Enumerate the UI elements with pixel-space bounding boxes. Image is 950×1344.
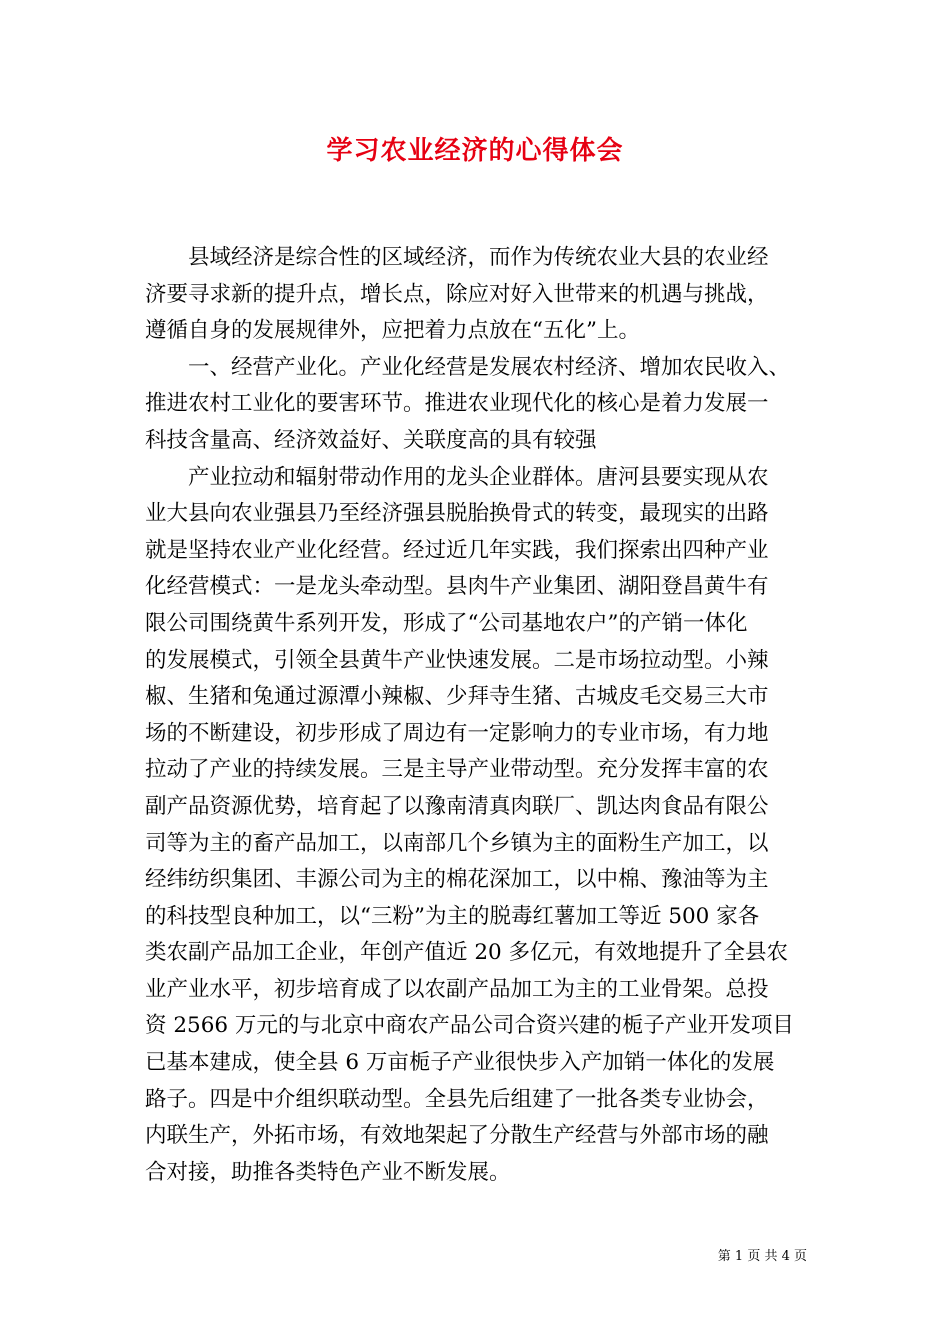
paragraph-line: 资 2566 万元的与北京中商农产品公司合资兴建的栀子产业开发项目 (145, 1013, 794, 1039)
paragraph-line: 推进农村工业化的要害环节。推进农业现代化的核心是着力发展一 (145, 391, 769, 417)
paragraph-line: 合对接，助推各类特色产业不断发展。 (145, 1159, 511, 1185)
paragraph-line: 化经营模式：一是龙头牵动型。县肉牛产业集团、湖阳登昌黄牛有 (145, 574, 769, 600)
document-title: 学习农业经济的心得体会 (326, 136, 624, 166)
document-body (145, 240, 810, 1191)
paragraph-line: 的科技型良种加工，以“三粉”为主的脱毒红薯加工等近 500 家各 (145, 903, 760, 929)
paragraph-line: 县域经济是综合性的区域经济，而作为传统农业大县的农业经 (188, 245, 769, 270)
paragraph-line: 路子。四是中介组织联动型。全县先后组建了一批各类专业协会， (145, 1086, 769, 1112)
page-number: 第 1 页 共 4 页 (717, 1249, 807, 1264)
paragraph-line: 已基本建成，使全县 6 万亩栀子产业很快步入产加销一体化的发展 (145, 1050, 775, 1076)
paragraph-line: 科技含量高、经济效益好、关联度高的具有较强 (145, 427, 597, 453)
paragraph-line: 产业拉动和辐射带动作用的龙头企业群体。唐河县要实现从农 (188, 464, 769, 490)
paragraph-line: 类农副产品加工企业，年创产值近 20 多亿元，有效地提升了全县农 (145, 940, 789, 966)
paragraph-line: 业大县向农业强县乃至经济强县脱胎换骨式的转变，最现实的出路 (145, 501, 769, 527)
paragraph-line: 经纬纺织集团、丰源公司为主的棉花深加工，以中棉、豫油等为主 (145, 867, 769, 893)
paragraph-line: 内联生产，外拓市场，有效地架起了分散生产经营与外部市场的融 (145, 1123, 769, 1149)
paragraph-line: 司等为主的畜产品加工，以南部几个乡镇为主的面粉生产加工，以 (145, 830, 769, 856)
paragraph-line: 就是坚持农业产业化经营。经过近几年实践，我们探索出四种产业 (145, 537, 769, 563)
paragraph-line: 遵循自身的发展规律外，应把着力点放在“五化”上。 (145, 318, 640, 344)
paragraph-line: 一、经营产业化。产业化经营是发展农村经济、增加农民收入、 (188, 354, 791, 380)
paragraph-line: 济要寻求新的提升点，增长点，除应对好入世带来的机遇与挑战， (145, 281, 769, 307)
paragraph-line: 副产品资源优势，培育起了以豫南清真肉联厂、凯达肉食品有限公 (145, 793, 769, 819)
paragraph-line: 椒、生猪和兔通过源潭小辣椒、少拜寺生猪、古城皮毛交易三大市 (145, 684, 769, 710)
paragraph-line: 拉动了产业的持续发展。三是主导产业带动型。充分发挥丰富的农 (145, 757, 769, 783)
paragraph-line: 限公司围绕黄牛系列开发，形成了“公司基地农户”的产销一体化 (145, 610, 748, 636)
paragraph-line: 业产业水平，初步培育成了以农副产品加工为主的工业骨架。总投 (145, 976, 769, 1002)
paragraph-line: 的发展模式，引领全县黄牛产业快速发展。二是市场拉动型。小辣 (145, 647, 769, 673)
paragraph-line: 场的不断建设，初步形成了周边有一定影响力的专业市场，有力地 (145, 720, 769, 746)
